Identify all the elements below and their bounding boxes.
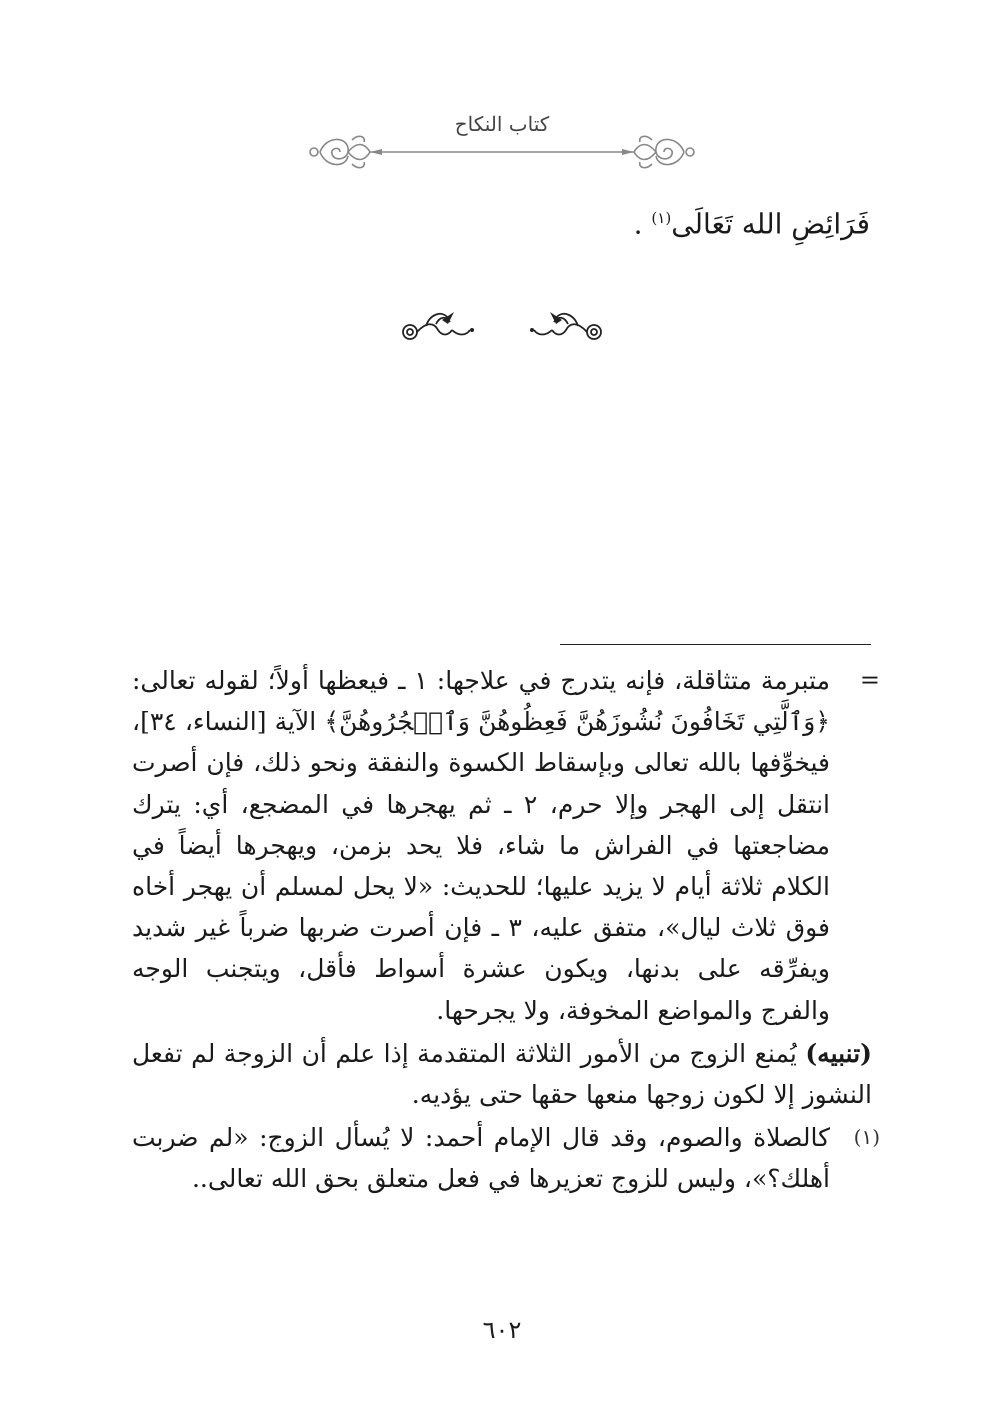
footnote-continuation-text: متبرمة متثاقلة، فإنه يتدرج في علاجها: ١ ـ فيعظها أولاً؛ لقوله تعالى: ﴿وَٱلَّتِي تَخَافُونَ نُشُوزَهُنَّ فَعِظُوهُنَّ وَٱهۡجُرُوهُنَّ﴾ الآية [النساء، ٣٤]، فيخوِّفها بالله تعالى وبإسقاط الكسوة والنفقة ونحو ذلك، فإن أصرت انتقل إلى الهجر وإلا حرم، ٢ ـ ثم يهجرها في المضجع، أي: يترك مضاجعتها في الفراش ما شاء، فلا يحد بزمن، ويهجرها أيضاً في الكلام ثلاثة أيام لا يزيد عليها؛ للحديث: «لا يحل لمسلم أن يهجر أخاه فوق ثلاث ليال»، متفق عليه، ٣ ـ فإن أصرت ضربها ضرباً غير شديد ويفرِّقه على بدنها، ويكون عشرة أسواط فأقل، ويتجنب الوجه والفرج والمواضع المخوفة، ولا يجرحها. — [132, 666, 830, 1025]
continuation-marker: = — [859, 666, 880, 694]
footnote-note — [132, 1033, 872, 1115]
footnote-1 — [132, 1117, 880, 1199]
note-label: (تنبيه) — [805, 1038, 872, 1068]
footnote-reference: (١) — [651, 209, 672, 227]
page-number: ٦٠٢ — [482, 1316, 522, 1344]
footnote-1-text: كالصلاة والصوم، وقد قال الإمام أحمد: لا يُسأل الزوج: «لم ضربت أهلك؟»، وليس للزوج تعزيرها في فعل متعلق بحق الله تعالى.. — [132, 1123, 830, 1194]
running-title: كتاب النكاح — [454, 112, 550, 136]
footnote-separator — [560, 644, 871, 645]
main-text-line — [634, 198, 870, 244]
footnote-1-number: (١) — [853, 1125, 880, 1150]
footnotes-block — [132, 660, 880, 1200]
header-ornament-icon — [300, 130, 704, 176]
main-text: فَرَائِضِ الله تَعَالَى — [671, 207, 870, 241]
main-text-period: . — [633, 207, 643, 241]
note-text: يُمنع الزوج من الأمور الثلاثة المتقدمة إذا علم أن الزوجة لم تفعل النشوز إلا لكون زوجها منعها حقها حتى يؤديه. — [132, 1038, 872, 1110]
footnote-continuation — [132, 660, 880, 1031]
section-divider-ornament-icon — [396, 306, 608, 356]
